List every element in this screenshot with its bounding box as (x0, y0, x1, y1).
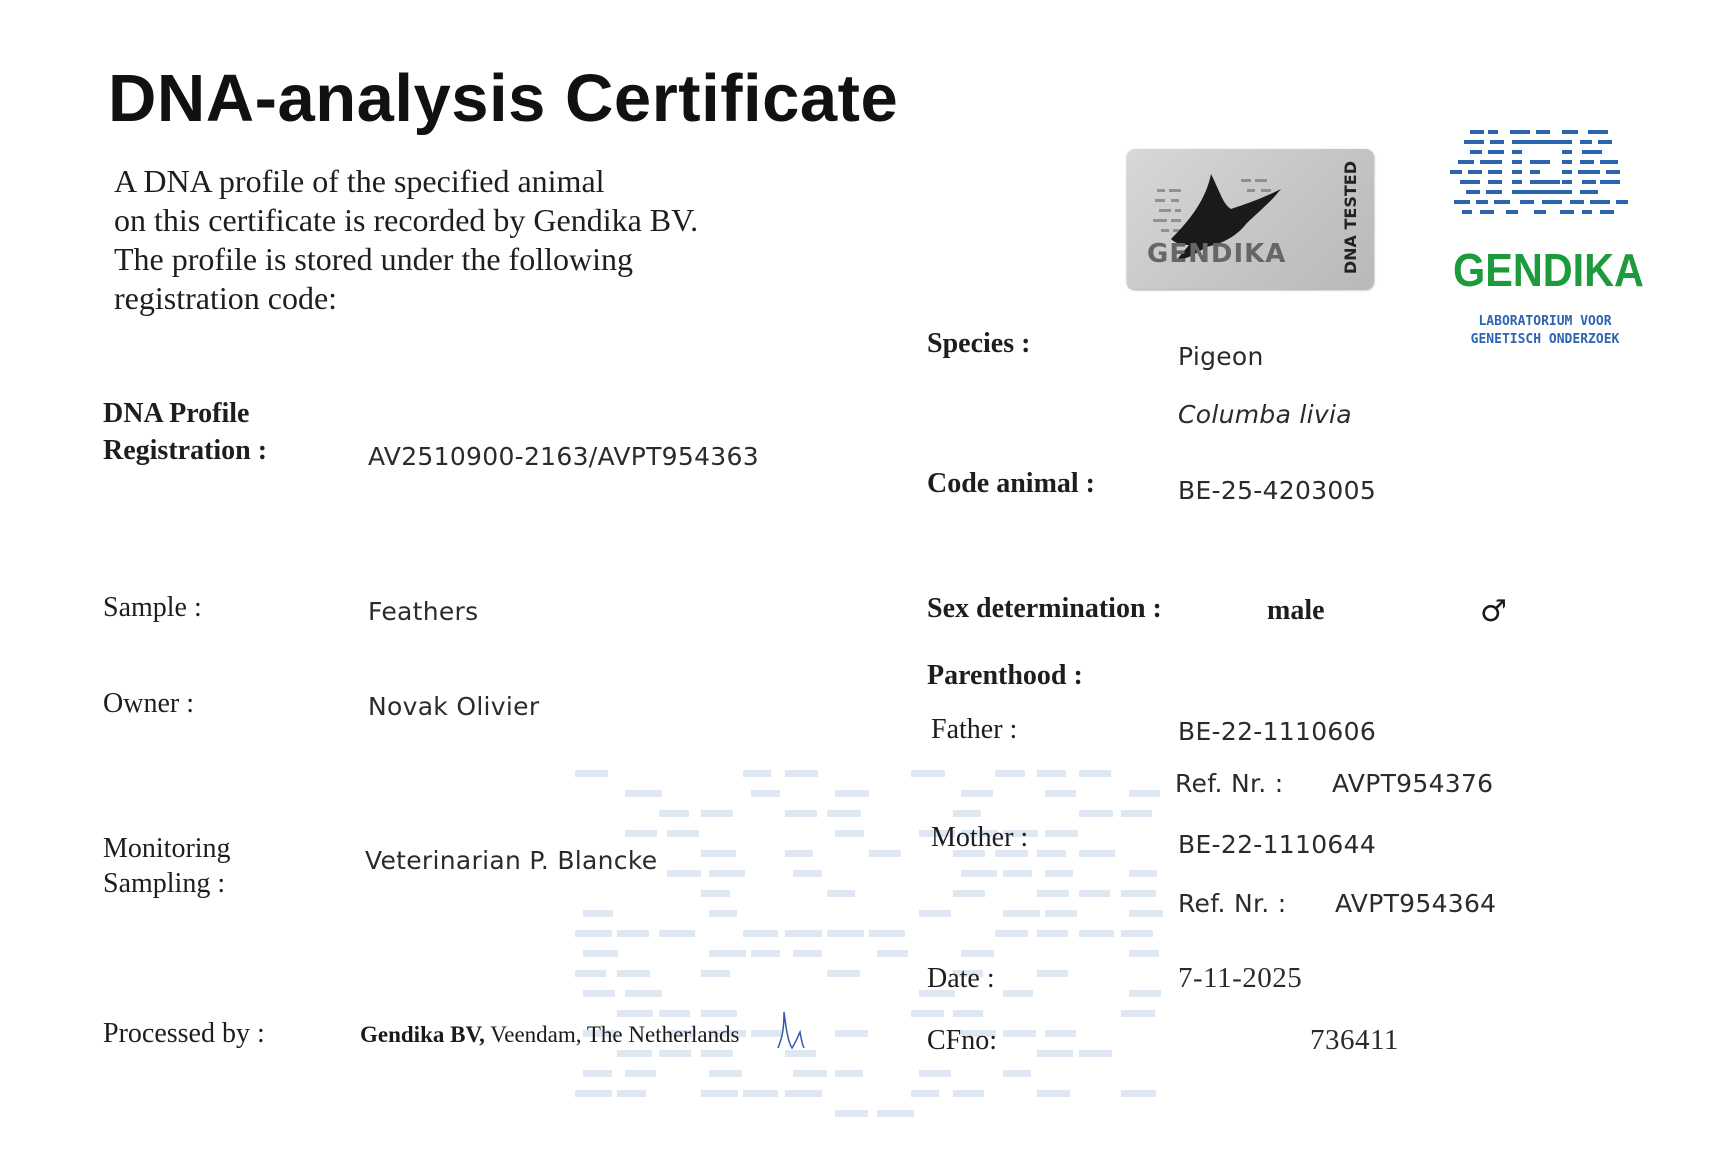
father-ref-label: Ref. Nr. : (1175, 769, 1284, 798)
species-label: Species : (927, 328, 1031, 359)
dna-registration-label: Registration : (103, 435, 268, 466)
sampling-label: Sampling : (103, 868, 226, 899)
species-latin-value: Columba livia (1178, 400, 1352, 429)
intro-line: registration code: (114, 280, 338, 316)
gendika-g-logo-icon (1450, 128, 1640, 238)
page-title: DNA-analysis Certificate (108, 61, 899, 136)
logo-name: GENDIKA (1453, 244, 1644, 296)
father-label: Father : (931, 714, 1018, 745)
intro-line: The profile is stored under the following (114, 241, 633, 277)
sex-determination-label: Sex determination : (927, 593, 1162, 624)
intro-line: on this certificate is recorded by Gendika BV. (114, 202, 699, 238)
mother-value: BE-22-1110644 (1178, 830, 1377, 859)
code-animal-label: Code animal : (927, 468, 1095, 499)
dna-profile-label: DNA Profile (103, 398, 250, 429)
badge-brand: GENDIKA (1147, 239, 1287, 269)
monitoring-label: Monitoring (103, 833, 231, 864)
processed-company: Gendika BV, (360, 1022, 485, 1047)
mother-ref-value: AVPT954364 (1335, 889, 1497, 918)
father-value: BE-22-1110606 (1178, 717, 1377, 746)
father-ref-value: AVPT954376 (1332, 769, 1494, 798)
gendika-watermark (575, 770, 1175, 1130)
parenthood-label: Parenthood : (927, 660, 1083, 691)
intro-line: A DNA profile of the specified animal (114, 163, 605, 199)
sample-value: Feathers (368, 597, 479, 626)
processed-label: Processed by : (103, 1018, 265, 1049)
dna-profile-value: AV2510900-2163/AVPT954363 (368, 442, 759, 471)
sample-label: Sample : (103, 592, 202, 623)
badge-tag: DNA TESTED (1341, 161, 1360, 275)
species-common-value: Pigeon (1178, 342, 1264, 371)
gendika-logo (1450, 128, 1644, 353)
cfno-value: 736411 (1310, 1024, 1399, 1056)
logo-subtitle-2: GENETISCH ONDERZOEK (1470, 332, 1620, 347)
male-symbol-icon: ♂ (1480, 594, 1507, 629)
mother-label: Mother : (931, 822, 1029, 853)
owner-value: Novak Olivier (368, 692, 540, 721)
cfno-label: CFno: (927, 1025, 998, 1056)
processed-value (360, 1022, 740, 1048)
signature-mark-icon (776, 1008, 806, 1052)
monitoring-value: Veterinarian P. Blancke (365, 846, 658, 875)
code-animal-value: BE-25-4203005 (1178, 476, 1377, 505)
owner-label: Owner : (103, 688, 194, 719)
logo-subtitle-1: LABORATORIUM VOOR (1478, 314, 1612, 329)
dna-tested-badge (1127, 149, 1374, 289)
mother-ref-label: Ref. Nr. : (1178, 889, 1287, 918)
date-value: 7-11-2025 (1178, 962, 1303, 994)
date-label: Date : (927, 963, 995, 994)
sex-value: male (1267, 595, 1325, 626)
processed-location: Veendam, The Netherlands (490, 1022, 740, 1047)
intro-text (114, 162, 698, 318)
